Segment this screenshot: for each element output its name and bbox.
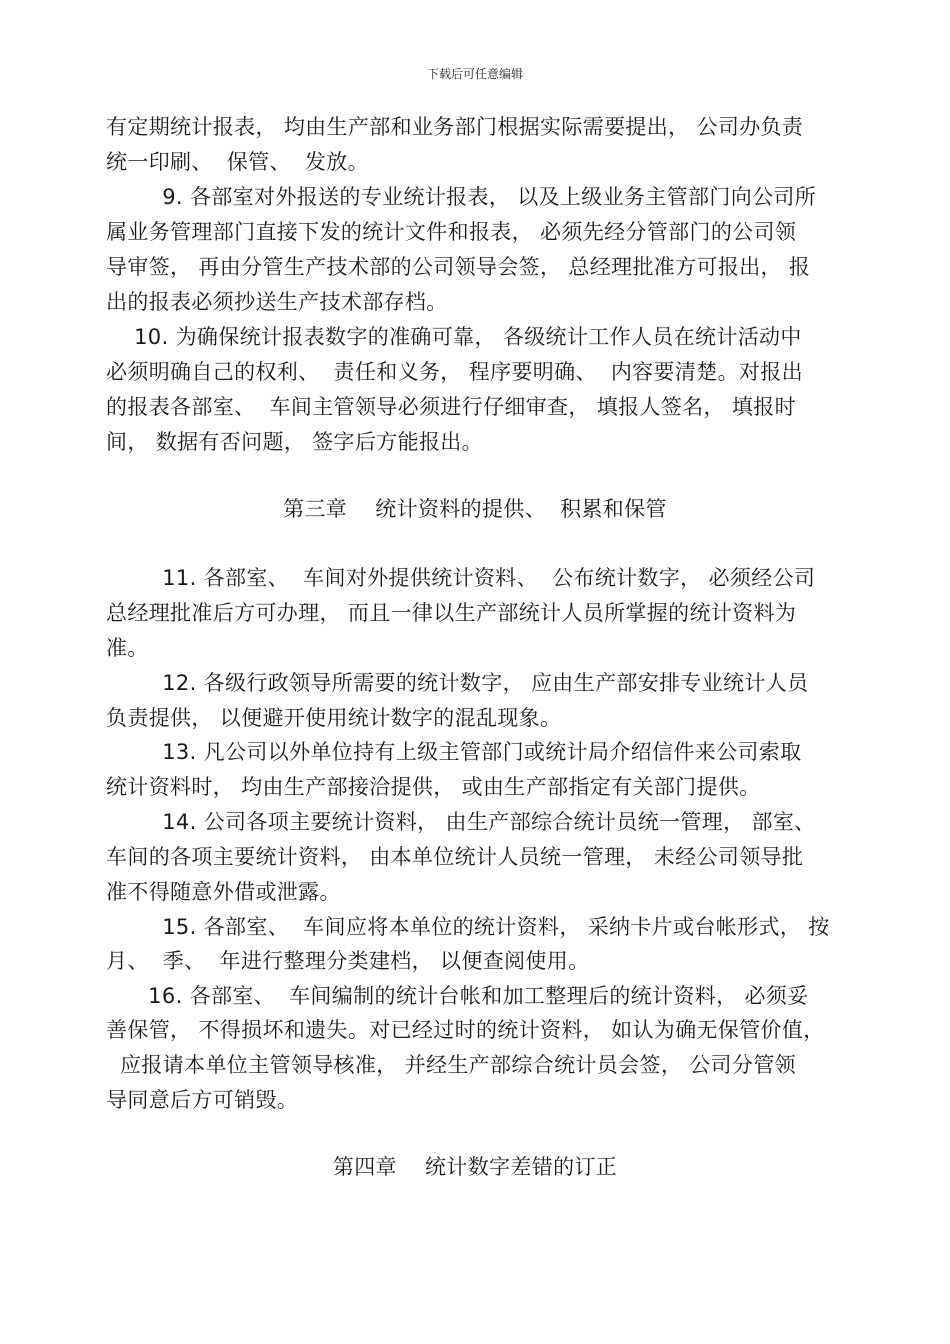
paragraph-line: 导同意后方可销毁。 — [106, 1088, 299, 1112]
chapter-heading: 第四章 统计数字差错的订正 — [332, 1155, 618, 1179]
paragraph-line: 总经理批准后方可办理， 而且一律以生产部统计人员所掌握的统计资料为 — [106, 601, 797, 625]
paragraph-line: 14. 公司各项主要统计资料， 由生产部综合统计员统一管理， 部室、 — [106, 810, 816, 834]
paragraph-line: 准。 — [106, 636, 149, 660]
paragraph-line: 导审签， 再由分管生产技术部的公司领导会签， 总经理批准方可报出， 报 — [106, 255, 811, 279]
paragraph-line: 的报表各部室、 车间主管领导必须进行仔细审查， 填报人签名， 填报时 — [106, 395, 796, 419]
chapter-heading: 第三章 统计资料的提供、 积累和保管 — [283, 497, 667, 521]
paragraph-line: 有定期统计报表， 均由生产部和业务部门根据实际需要提出， 公司办负责 — [106, 115, 804, 139]
page-header: 下载后可任意编辑 — [426, 67, 523, 81]
paragraph-line: 必须明确自己的权利、 责任和义务， 程序要明确、 内容要清楚。对报出 — [106, 360, 803, 384]
paragraph-line: 月、 季、 年进行整理分类建档， 以便查阅使用。 — [106, 949, 590, 973]
paragraph-line: 11. 各部室、 车间对外提供统计资料、 公布统计数字， 必须经公司 — [106, 566, 816, 590]
paragraph-line: 善保管， 不得损坏和遗失。对已经过时的统计资料， 如认为确无保管价值， — [106, 1018, 825, 1042]
paragraph-line: 10. 为确保统计报表数字的准确可靠， 各级统计工作人员在统计活动中 — [106, 325, 802, 349]
paragraph-line: 出的报表必须抄送生产技术部存档。 — [106, 290, 448, 314]
paragraph-line: 12. 各级行政领导所需要的统计数字， 应由生产部安排专业统计人员 — [106, 671, 809, 695]
paragraph-line: 属业务管理部门直接下发的统计文件和报表， 必须先经分管部门的公司领 — [106, 220, 797, 244]
paragraph-line: 统一印刷、 保管、 发放。 — [106, 150, 369, 174]
paragraph-line: 13. 凡公司以外单位持有上级主管部门或统计局介绍信件来公司索取 — [106, 740, 802, 764]
paragraph-line: 负责提供， 以便避开使用统计数字的混乱现象。 — [106, 706, 562, 730]
paragraph-line: 应报请本单位主管领导核准， 并经生产部综合统计员会签， 公司分管领 — [106, 1053, 796, 1077]
paragraph-line: 统计资料时， 均由生产部接洽提供， 或由生产部指定有关部门提供。 — [106, 775, 761, 799]
paragraph-line: 9. 各部室对外报送的专业统计报表， 以及上级业务主管部门向公司所 — [106, 185, 817, 209]
paragraph-line: 15. 各部室、 车间应将本单位的统计资料， 采纳卡片或台帐形式， 按 — [106, 915, 830, 939]
paragraph-line: 16. 各部室、 车间编制的统计台帐和加工整理后的统计资料， 必须妥 — [106, 984, 809, 1008]
paragraph-line: 车间的各项主要统计资料， 由本单位统计人员统一管理， 未经公司领导批 — [106, 845, 804, 869]
paragraph-line: 准不得随意外借或泄露。 — [106, 880, 341, 904]
paragraph-line: 间， 数据有否问题， 签字后方能报出。 — [106, 430, 483, 454]
